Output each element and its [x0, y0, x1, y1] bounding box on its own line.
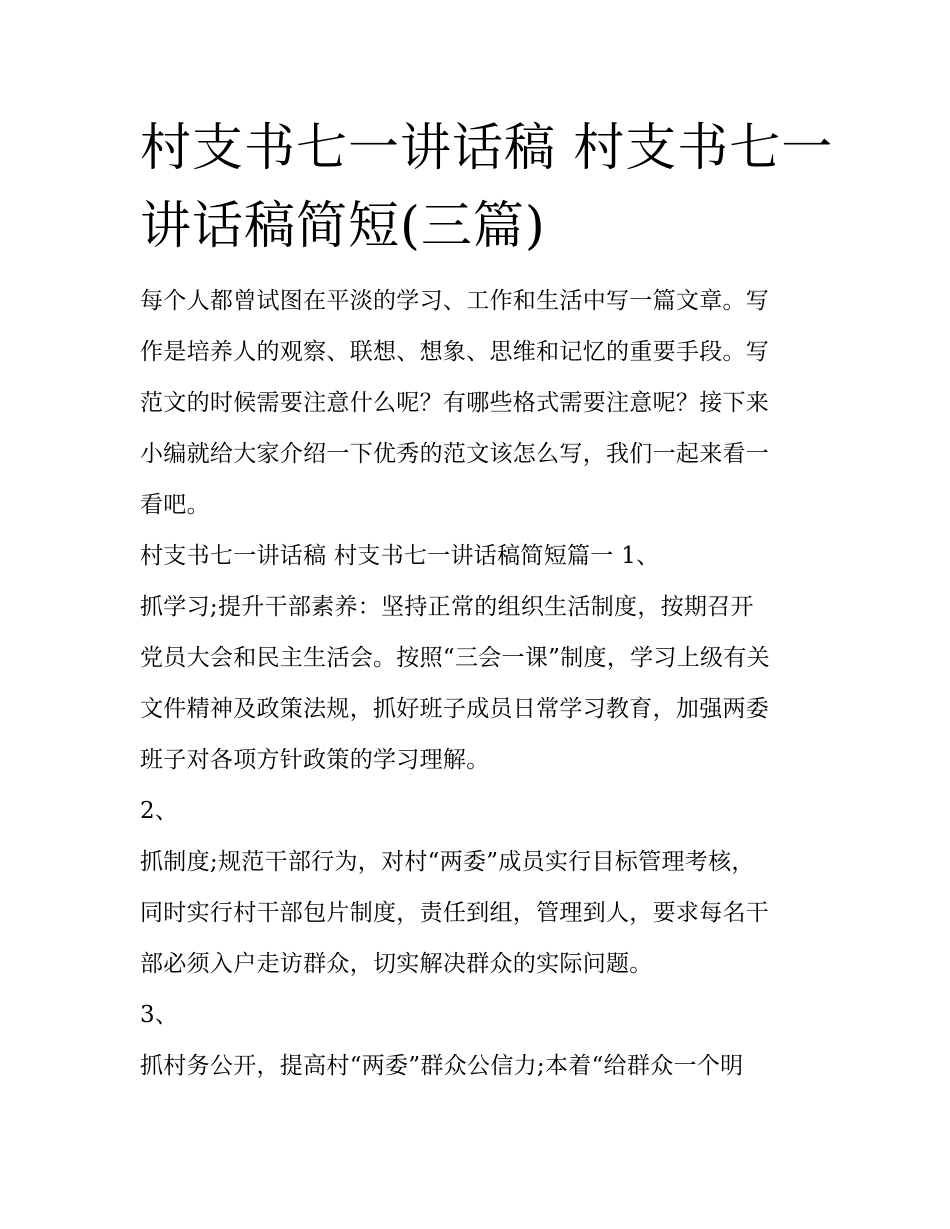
text-line: 文件精神及政策法规，抓好班子成员日常学习教育，加强两委 — [140, 696, 770, 722]
text-line: 抓村务公开，提高村“两委”群众公信力;本着“给群众一个明 — [140, 1053, 744, 1079]
text-line: 抓学习;提升干部素养：坚持正常的组织生活制度，按期召开 — [140, 594, 754, 620]
title-line: 讲话稿简短(三篇) — [140, 197, 546, 256]
text-line: 看吧。 — [140, 492, 210, 518]
text-line: 班子对各项方针政策的学习理解。 — [140, 747, 490, 773]
title-line: 村支书七一讲话稿 村支书七一 — [140, 119, 834, 178]
section-heading — [140, 531, 830, 582]
item-1-paragraph — [140, 582, 830, 786]
text-line: 3、 — [140, 1002, 179, 1028]
intro-paragraph — [140, 276, 830, 531]
text-line: 党员大会和民主生活会。按照“三会一课”制度，学习上级有关 — [140, 645, 770, 671]
text-line: 同时实行村干部包片制度，责任到组，管理到人，要求每名干 — [140, 900, 770, 926]
text-line: 2、 — [140, 798, 179, 824]
text-line: 每个人都曾试图在平淡的学习、工作和生活中写一篇文章。写 — [140, 288, 770, 314]
text-line: 范文的时候需要注意什么呢？有哪些格式需要注意呢？接下来 — [140, 390, 770, 416]
document-title — [140, 110, 834, 266]
item-2-number — [140, 786, 830, 837]
document-body — [140, 276, 830, 1092]
item-2-paragraph — [140, 837, 830, 990]
text-line: 抓制度;规范干部行为，对村“两委”成员实行目标管理考核， — [140, 849, 755, 875]
text-line: 部必须入户走访群众，切实解决群众的实际问题。 — [140, 951, 653, 977]
text-line: 作是培养人的观察、联想、想象、思维和记忆的重要手段。写 — [140, 339, 770, 365]
text-line: 村支书七一讲话稿 村支书七一讲话稿简短篇一 1、 — [140, 543, 660, 569]
item-3-number — [140, 990, 830, 1041]
text-line: 小编就给大家介绍一下优秀的范文该怎么写，我们一起来看一 — [140, 441, 770, 467]
item-3-paragraph — [140, 1041, 830, 1092]
